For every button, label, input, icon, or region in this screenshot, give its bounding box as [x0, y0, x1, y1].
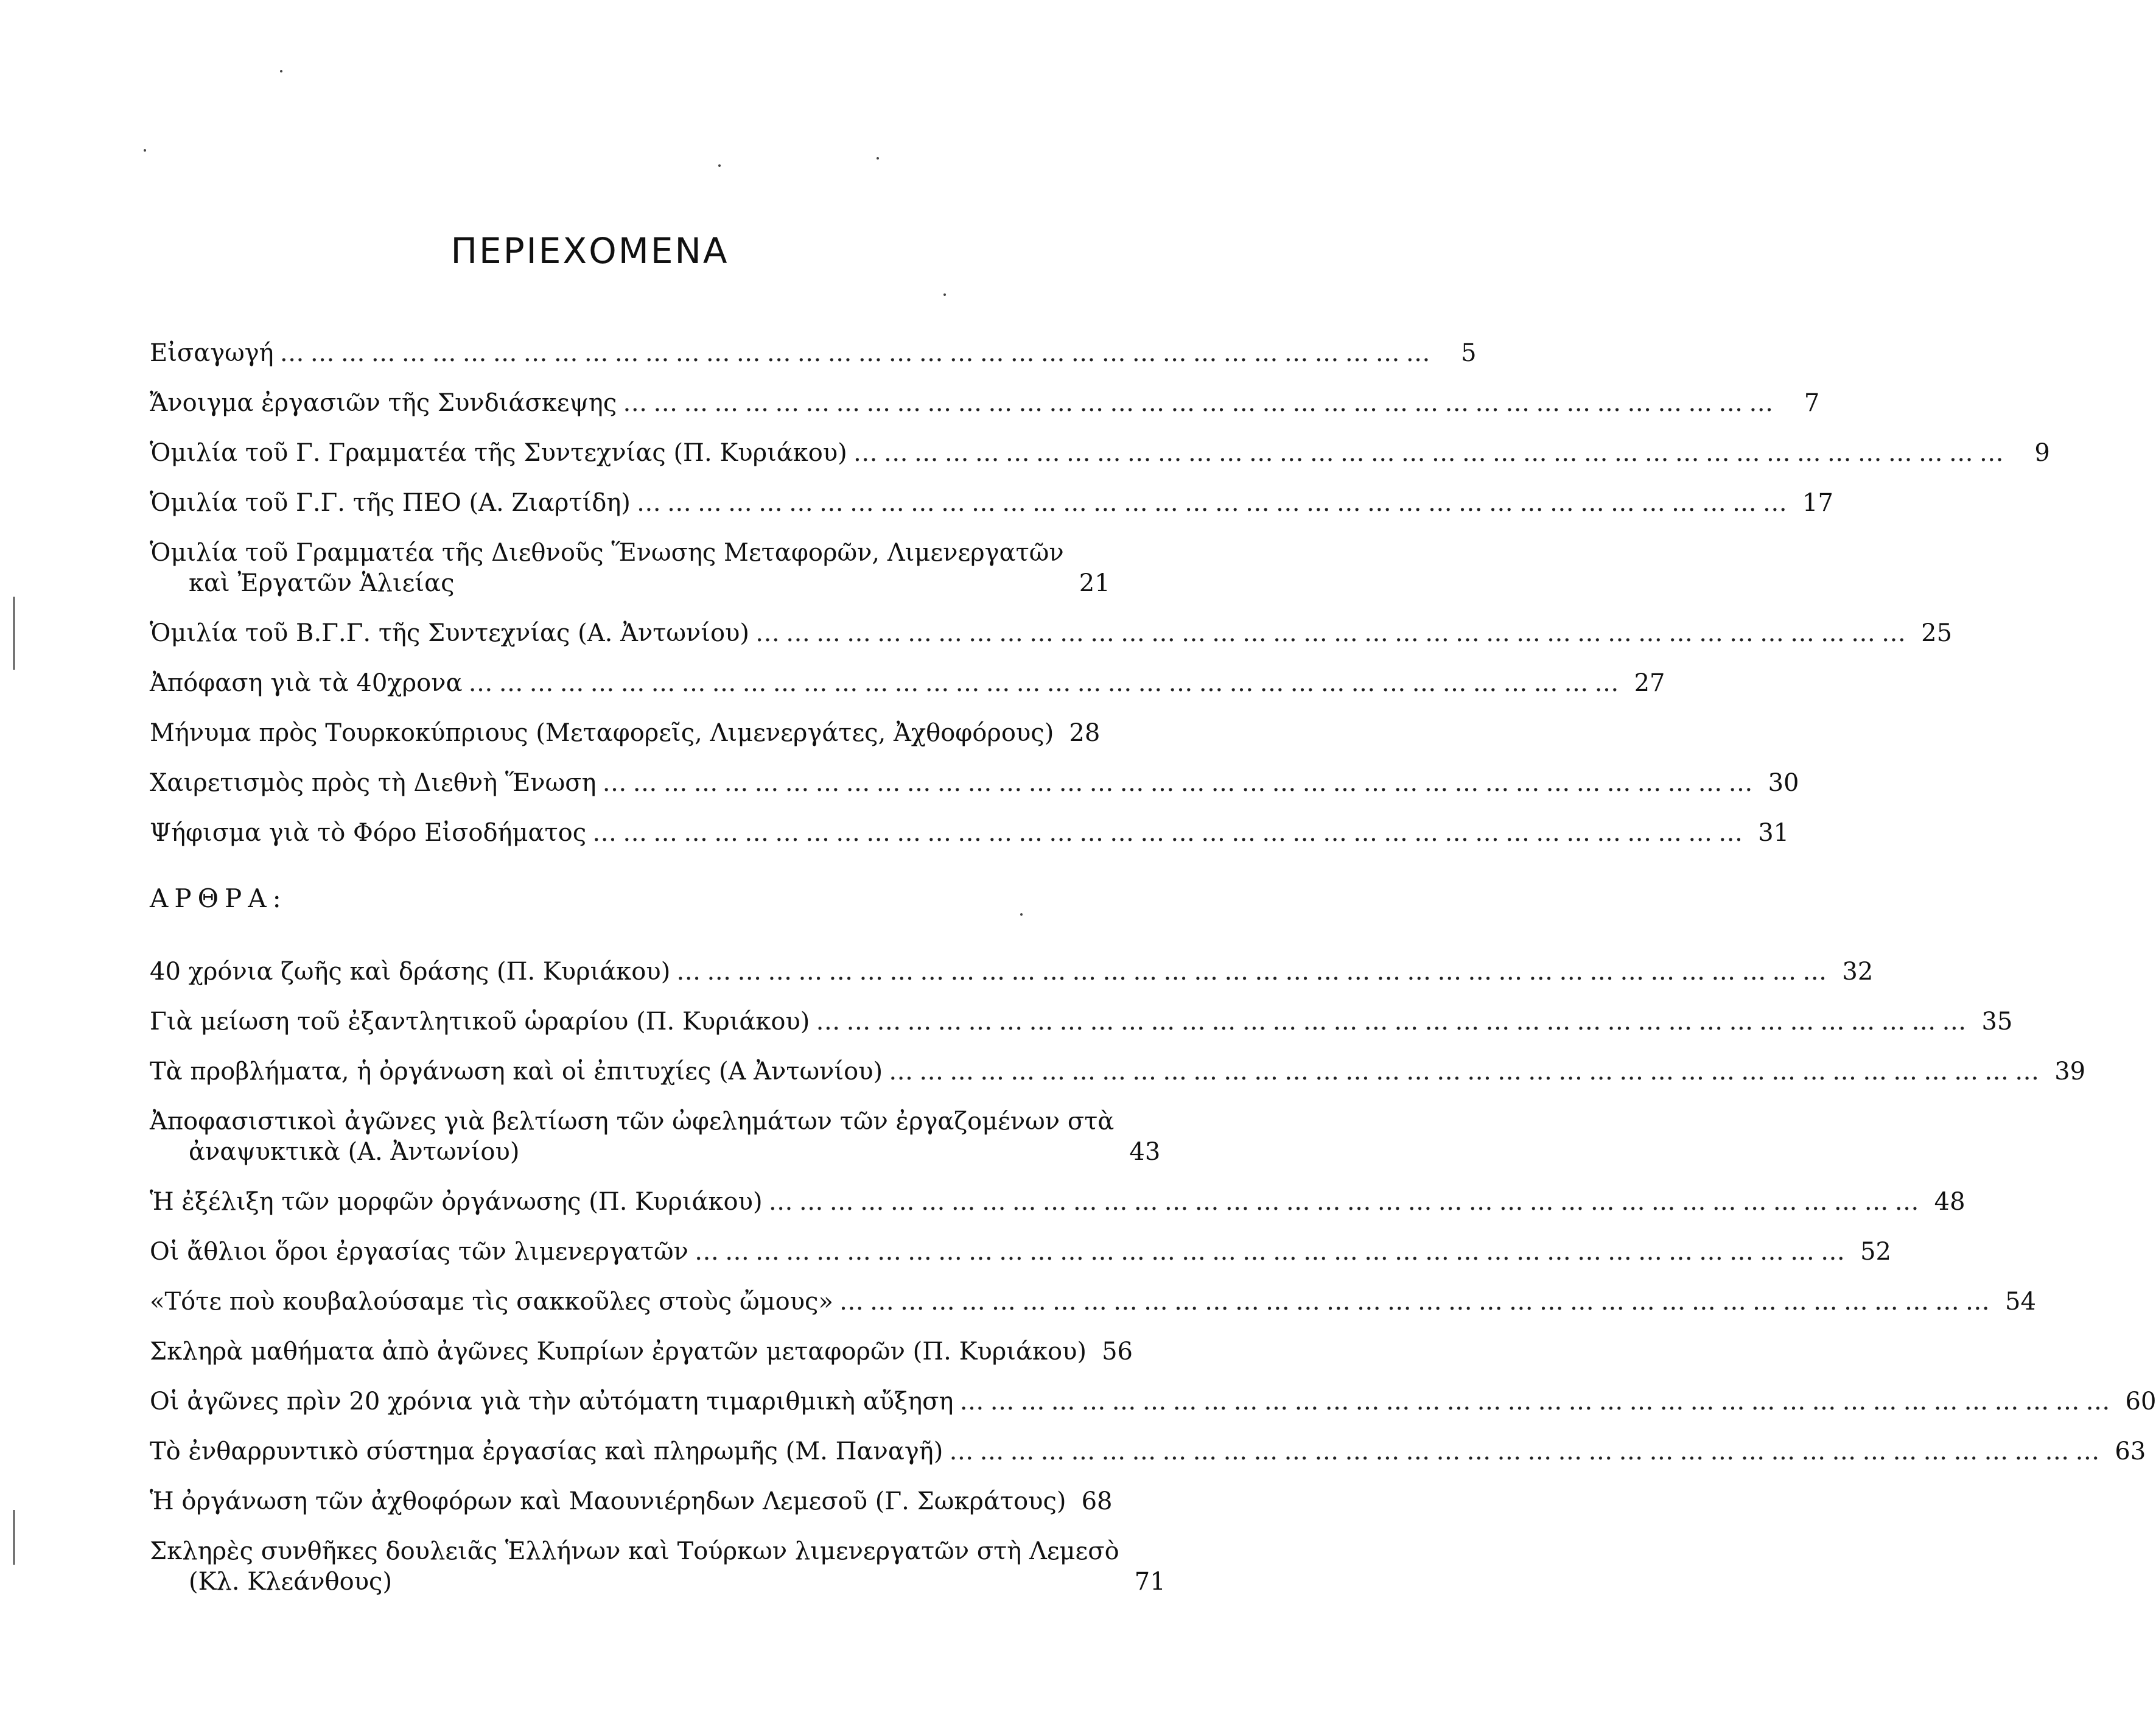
toc-entry-title [150, 538, 1064, 598]
toc-entry [150, 818, 1790, 848]
toc-entry-title: Ψήφισμα γιὰ τὸ Φόρο Εἰσοδήματος [150, 819, 587, 847]
toc-entry-title-line2: (Κλ. Κλεάνθους) [189, 1568, 393, 1596]
toc-entry [150, 668, 1665, 698]
toc-entry-title: Οἱ ἄθλιοι ὅροι ἐργασίας τῶν λιμενεργατῶν [150, 1238, 688, 1266]
scan-speck [943, 293, 946, 296]
toc-entry [150, 618, 1953, 648]
toc-entry [150, 1056, 2086, 1087]
toc-entry-title: 40 χρόνια ζωῆς καὶ δράσης (Π. Κυριάκου) [150, 958, 671, 986]
toc-entry [150, 1187, 1965, 1217]
toc-entry-title: Ὁμιλία τοῦ Γ.Γ. τῆς ΠΕΟ (Α. Ζιαρτίδη) [150, 489, 631, 517]
dot-leader: …………………………………………………………………………………………………… [949, 1437, 2106, 1465]
toc-entry-page: 25 [1921, 619, 1953, 647]
toc-entry-page: 35 [1981, 1008, 2013, 1036]
toc-entry-title [150, 1106, 1114, 1167]
toc-entry-title-line1: Σκληρὲς συνθῆκες δουλειᾶς Ἑλλήνων καὶ Τούρκων λιμενεργατῶν στὴ Λεμεσὸ [150, 1537, 1119, 1565]
toc-entry [150, 718, 1101, 748]
scan-margin-mark [13, 597, 15, 670]
toc-entry-title-line2: καὶ Ἐργατῶν Ἁλιείας [189, 569, 455, 597]
toc-entry-page: 71 [1134, 1568, 1166, 1596]
toc-entry-page: 9 [2034, 439, 2050, 467]
dot-leader: …………………………………………………………………………………………………… [592, 819, 1749, 847]
dot-leader: …………………………………………………………………………………………………… [623, 389, 1780, 417]
toc-entry [150, 388, 1820, 418]
toc-entry-title: Γιὰ μείωση τοῦ ἐξαντλητικοῦ ὡραρίου (Π. Κυριάκου) [150, 1008, 810, 1036]
toc-entry-page: 32 [1842, 958, 1874, 986]
dot-leader: …………………………………………………………………………………………………… [755, 619, 1913, 647]
toc-entry-page: 63 [2115, 1437, 2146, 1465]
toc-entry-page: 17 [1802, 489, 1833, 517]
toc-entry [150, 438, 2050, 468]
dot-leader: …………………………………………………………………………………………………… [853, 439, 2010, 467]
scan-speck [877, 157, 879, 160]
toc-entry-page: 7 [1804, 389, 1820, 417]
toc-entry [150, 768, 1799, 798]
toc-entry-title: Ὁμιλία τοῦ Γ. Γραμματέα τῆς Συντεχνίας (Π. Κυριάκου) [150, 439, 847, 467]
toc-entry [150, 538, 1110, 598]
toc-entry [150, 1486, 1113, 1517]
toc-entry-title: Ὁμιλία τοῦ Β.Γ.Γ. τῆς Συντεχνίας (Α. Ἀντωνίου) [150, 619, 750, 647]
toc-entry-title: Χαιρετισμὸς πρὸς τὴ Διεθνὴ Ἕνωση [150, 769, 597, 797]
toc-entry [150, 1286, 2036, 1317]
dot-leader: …………………………………………………………………………………………………… [768, 1188, 1925, 1216]
toc-entry-page: 39 [2054, 1058, 2086, 1086]
scan-margin-mark [13, 1510, 15, 1565]
dot-leader: …………………………………………………………………………………………………… [602, 769, 1759, 797]
toc-entry-page: 31 [1758, 819, 1790, 847]
toc-entry [150, 1536, 1166, 1597]
scan-speck [1020, 913, 1023, 916]
toc-entry-page: 5 [1461, 339, 1477, 367]
dot-leader: …………………………………………………………………………………………………… [694, 1238, 1851, 1266]
toc-entry-title-line1: Ὁμιλία τοῦ Γραμματέα τῆς Διεθνοῦς Ἕνωσης Μεταφορῶν, Λιμενεργατῶν [150, 539, 1064, 567]
scan-speck [144, 149, 146, 152]
toc-entry [150, 338, 1477, 368]
toc-entry-title: Ἄνοιγμα ἐργασιῶν τῆς Συνδιάσκεψης [150, 389, 617, 417]
scan-speck [718, 164, 721, 167]
toc-entry-page: 68 [1081, 1487, 1113, 1515]
page-title: ΠΕΡΙΕΧΟΜΕΝΑ [450, 230, 729, 272]
toc-entry-title: Μήνυμα πρὸς Τουρκοκύπριους (Μεταφορεῖς, Λιμενεργάτες, Ἀχθοφόρους) [150, 719, 1054, 747]
toc-entry-page: 27 [1634, 669, 1665, 697]
toc-entry [150, 1006, 2013, 1037]
toc-entry [150, 488, 1833, 518]
toc-entry-page: 28 [1069, 719, 1101, 747]
toc-entry-title: Ἀπόφαση γιὰ τὰ 40χρονα [150, 669, 463, 697]
toc-entry-title: Ἡ ὀργάνωση τῶν ἀχθοφόρων καὶ Μαουνιέρηδων Λεμεσοῦ (Γ. Σωκράτους) [150, 1487, 1066, 1515]
dot-leader: …………………………………………………………………………………………………… [676, 958, 1833, 986]
scan-speck [280, 70, 282, 72]
toc-entry [150, 1436, 2146, 1467]
dot-leader: …………………………………………………………………………………………………… [889, 1058, 2046, 1086]
toc-entry [150, 1336, 1133, 1367]
toc-entry-title: Εἰσαγωγή [150, 339, 274, 367]
toc-entry-title: Τὸ ἐνθαρρυντικὸ σύστημα ἐργασίας καὶ πληρωμῆς (Μ. Παναγῆ) [150, 1437, 943, 1465]
dot-leader: …………………………………………………………………………………………………… [468, 669, 1625, 697]
toc-entry-page: 48 [1934, 1188, 1965, 1216]
toc-entry-title [150, 1536, 1119, 1597]
toc-entry-page: 54 [2005, 1288, 2036, 1316]
table-of-contents [150, 338, 2156, 1616]
toc-entry-page: 21 [1079, 569, 1110, 597]
dot-leader: …………………………………………………………………………………………………… [839, 1288, 1996, 1316]
toc-entry-title: «Τότε ποὺ κουβαλούσαμε τὶς σακκοῦλες στοὺς ὤμους» [150, 1288, 833, 1316]
toc-entry-title: Τὰ προβλήματα, ἡ ὀργάνωση καὶ οἱ ἐπιτυχίες (Α Ἀντωνίου) [150, 1058, 883, 1086]
dot-leader: …………………………………………………………………………………………………… [636, 489, 1793, 517]
toc-entry-page: 60 [2125, 1388, 2156, 1416]
dot-leader: …………………………………………………………………………………………………… [279, 339, 1437, 367]
toc-entry-title-line2: ἀναψυκτικὰ (Α. Ἀντωνίου) [189, 1138, 520, 1166]
toc-entry-title: Σκληρὰ μαθήματα ἀπὸ ἀγῶνες Κυπρίων ἐργατῶν μεταφορῶν (Π. Κυριάκου) [150, 1338, 1087, 1366]
toc-entry-page: 56 [1102, 1338, 1133, 1366]
dot-leader: …………………………………………………………………………………………………… [816, 1008, 1973, 1036]
toc-entry-title: Οἱ ἀγῶνες πρὶν 20 χρόνια γιὰ τὴν αὐτόματη τιμαριθμικὴ αὔξηση [150, 1388, 954, 1416]
toc-entry-page: 43 [1129, 1138, 1161, 1166]
toc-entry [150, 1386, 2156, 1417]
dot-leader: …………………………………………………………………………………………………… [959, 1388, 2116, 1416]
toc-entry [150, 1106, 1161, 1167]
section-heading: ΑΡΘΡΑ: [150, 883, 287, 913]
toc-entry [150, 1237, 1891, 1267]
toc-entry [150, 956, 1874, 987]
toc-entry-page: 52 [1860, 1238, 1891, 1266]
toc-entry-page: 30 [1768, 769, 1799, 797]
toc-entry-title-line1: Ἀποφασιστικοὶ ἀγῶνες γιὰ βελτίωση τῶν ὠφελημάτων τῶν ἐργαζομένων στὰ [150, 1107, 1115, 1135]
toc-entry-title: Ἡ ἐξέλιξη τῶν μορφῶν ὀργάνωσης (Π. Κυριάκου) [150, 1188, 763, 1216]
